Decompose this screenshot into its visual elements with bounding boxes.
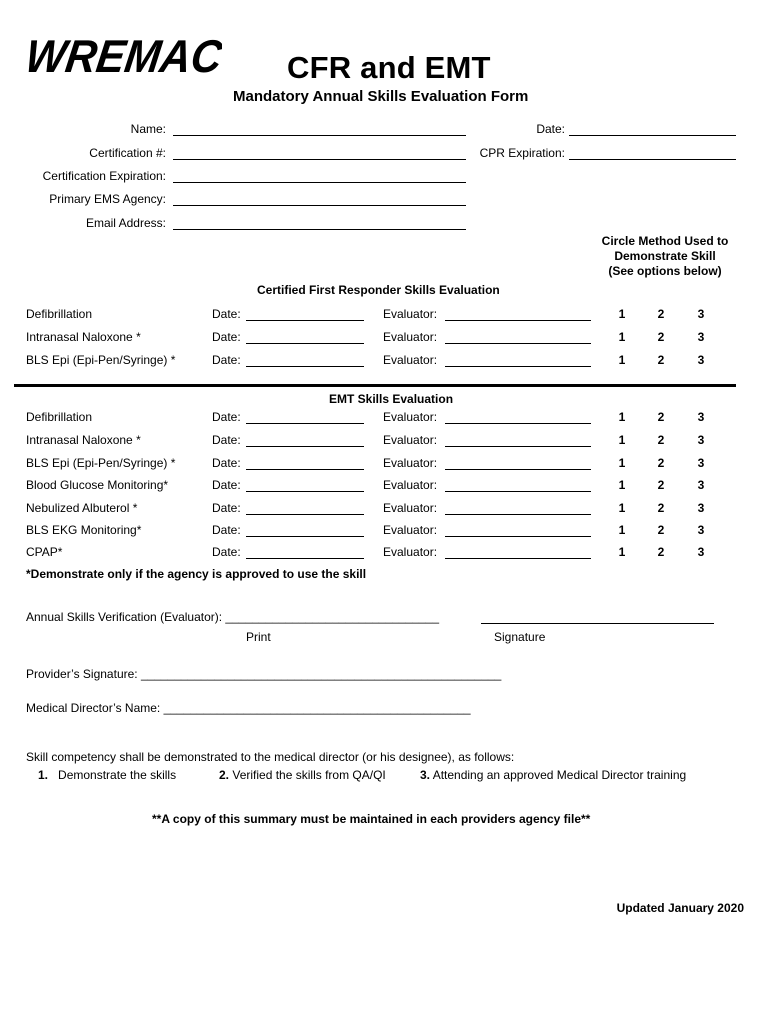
method-option-3[interactable]: 3 (697, 501, 705, 515)
skill-evaluator-field[interactable] (445, 366, 591, 367)
primary-agency-field[interactable] (173, 205, 466, 206)
method-heading-line: Circle Method Used to (601, 234, 729, 248)
skill-date-field[interactable] (246, 491, 364, 492)
cfr-section-title: Certified First Responder Skills Evaluation (257, 283, 500, 297)
skill-evaluator-field[interactable] (445, 320, 591, 321)
method-heading-line: (See options below) (608, 264, 722, 278)
skill-date-label: Date: (212, 410, 241, 424)
method-option-3[interactable]: 3 (697, 307, 705, 321)
skill-evaluator-field[interactable] (445, 446, 591, 447)
skill-evaluator-label: Evaluator: (383, 433, 438, 447)
skill-name: Defibrillation (26, 410, 93, 424)
method-option-1[interactable]: 1 (618, 523, 626, 537)
method-option-3[interactable]: 3 (697, 410, 705, 424)
logo-text: WREMAC (22, 30, 222, 78)
method-option-1[interactable]: 1 (618, 353, 626, 367)
method-option-2[interactable]: 2 (657, 456, 665, 470)
method-option-2[interactable]: 2 (657, 410, 665, 424)
skill-date-label: Date: (212, 501, 241, 515)
competency-item-1 (38, 768, 176, 782)
method-option-2[interactable]: 2 (657, 545, 665, 559)
skill-evaluator-label: Evaluator: (383, 456, 438, 470)
certification-number-field[interactable] (173, 159, 466, 160)
section-divider (14, 384, 736, 387)
skill-date-field[interactable] (246, 366, 364, 367)
skill-name: BLS EKG Monitoring* (26, 523, 142, 537)
certification-number-label: Certification #: (89, 146, 166, 160)
skill-evaluator-field[interactable] (445, 343, 591, 344)
method-option-3[interactable]: 3 (697, 353, 705, 367)
method-option-2[interactable]: 2 (657, 523, 665, 537)
skill-evaluator-label: Evaluator: (383, 545, 438, 559)
competency-number: 2. (219, 768, 230, 782)
skill-evaluator-field[interactable] (445, 558, 591, 559)
skill-date-field[interactable] (246, 343, 364, 344)
skill-evaluator-label: Evaluator: (383, 410, 438, 424)
skill-evaluator-label: Evaluator: (383, 523, 438, 537)
skill-evaluator-field[interactable] (445, 469, 591, 470)
name-field[interactable] (173, 135, 466, 136)
updated-date: Updated January 2020 (616, 901, 744, 915)
skill-date-label: Date: (212, 353, 241, 367)
skill-name: Defibrillation (26, 307, 93, 321)
skill-evaluator-label: Evaluator: (383, 307, 438, 321)
skill-date-label: Date: (212, 478, 241, 492)
method-option-2[interactable]: 2 (657, 307, 665, 321)
method-option-1[interactable]: 1 (618, 501, 626, 515)
skill-date-label: Date: (212, 307, 241, 321)
skill-evaluator-field[interactable] (445, 423, 591, 424)
method-option-2[interactable]: 2 (657, 353, 665, 367)
method-option-2[interactable]: 2 (657, 478, 665, 492)
skill-name: BLS Epi (Epi-Pen/Syringe) * (26, 456, 176, 470)
verification-signature-field[interactable] (481, 623, 714, 624)
skill-date-field[interactable] (246, 536, 364, 537)
method-option-2[interactable]: 2 (657, 330, 665, 344)
signature-label: Signature (494, 630, 546, 644)
skill-date-field[interactable] (246, 423, 364, 424)
skill-date-label: Date: (212, 523, 241, 537)
certification-expiration-label: Certification Expiration: (42, 169, 166, 183)
cpr-expiration-label: CPR Expiration: (479, 146, 565, 160)
cpr-expiration-field[interactable] (569, 159, 736, 160)
method-option-1[interactable]: 1 (618, 456, 626, 470)
emt-section-title: EMT Skills Evaluation (329, 392, 454, 406)
email-label: Email Address: (85, 216, 166, 230)
method-option-1[interactable]: 1 (618, 478, 626, 492)
method-option-3[interactable]: 3 (697, 545, 705, 559)
date-label: Date: (536, 122, 565, 136)
competency-number: 3. (420, 768, 431, 782)
skill-date-label: Date: (212, 330, 241, 344)
competency-item-2 (219, 768, 386, 782)
method-option-1[interactable]: 1 (618, 410, 626, 424)
skill-date-field[interactable] (246, 514, 364, 515)
method-option-1[interactable]: 1 (618, 330, 626, 344)
verification-label: Annual Skills Verification (Evaluator): ________________________________ (26, 610, 439, 624)
method-option-3[interactable]: 3 (697, 433, 705, 447)
skill-name: Intranasal Naloxone * (26, 330, 141, 344)
competency-text: Attending an approved Medical Director training (432, 768, 687, 782)
skill-date-field[interactable] (246, 320, 364, 321)
medical-director-name: Medical Director’s Name: ______________________________________________ (26, 701, 471, 715)
competency-intro: Skill competency shall be demonstrated to the medical director (or his designee), as follows: (26, 750, 515, 764)
method-option-3[interactable]: 3 (697, 330, 705, 344)
skill-date-field[interactable] (246, 558, 364, 559)
competency-item-3 (420, 768, 686, 782)
print-label: Print (246, 630, 271, 644)
provider-signature: Provider’s Signature: ______________________________________________________ (26, 667, 502, 681)
skill-name: CPAP* (26, 545, 63, 559)
method-option-1[interactable]: 1 (618, 307, 626, 321)
email-field[interactable] (173, 229, 466, 230)
competency-number: 1. (38, 768, 49, 782)
skill-evaluator-label: Evaluator: (383, 353, 438, 367)
competency-text: Demonstrate the skills (58, 768, 177, 782)
skill-evaluator-field[interactable] (445, 491, 591, 492)
skill-name: Intranasal Naloxone * (26, 433, 141, 447)
skill-date-label: Date: (212, 545, 241, 559)
method-option-2[interactable]: 2 (657, 501, 665, 515)
skill-name: BLS Epi (Epi-Pen/Syringe) * (26, 353, 176, 367)
method-heading-line: Demonstrate Skill (614, 249, 716, 263)
skill-date-field[interactable] (246, 469, 364, 470)
primary-agency-label: Primary EMS Agency: (49, 192, 166, 206)
skill-evaluator-field[interactable] (445, 514, 591, 515)
method-option-3[interactable]: 3 (697, 456, 705, 470)
wremac-logo (22, 28, 222, 78)
page-subtitle: Mandatory Annual Skills Evaluation Form (233, 88, 529, 105)
method-option-1[interactable]: 1 (618, 545, 626, 559)
competency-text: Verified the skills from QA/QI (232, 768, 386, 782)
skill-name: Blood Glucose Monitoring* (26, 478, 169, 492)
skill-evaluator-field[interactable] (445, 536, 591, 537)
method-option-2[interactable]: 2 (657, 433, 665, 447)
certification-expiration-field[interactable] (173, 182, 466, 183)
date-field[interactable] (569, 135, 736, 136)
method-option-3[interactable]: 3 (697, 523, 705, 537)
skill-date-field[interactable] (246, 446, 364, 447)
name-label: Name: (130, 122, 166, 136)
skill-name: Nebulized Albuterol * (26, 501, 138, 515)
skill-date-label: Date: (212, 433, 241, 447)
skill-date-label: Date: (212, 456, 241, 470)
method-option-1[interactable]: 1 (618, 433, 626, 447)
skill-evaluator-label: Evaluator: (383, 501, 438, 515)
method-heading (590, 234, 740, 279)
method-option-3[interactable]: 3 (697, 478, 705, 492)
skill-evaluator-label: Evaluator: (383, 478, 438, 492)
copy-note: **A copy of this summary must be maintained in each providers agency file** (152, 812, 591, 826)
page-title: CFR and EMT (287, 50, 491, 85)
skill-evaluator-label: Evaluator: (383, 330, 438, 344)
footnote: *Demonstrate only if the agency is approved to use the skill (26, 567, 367, 581)
